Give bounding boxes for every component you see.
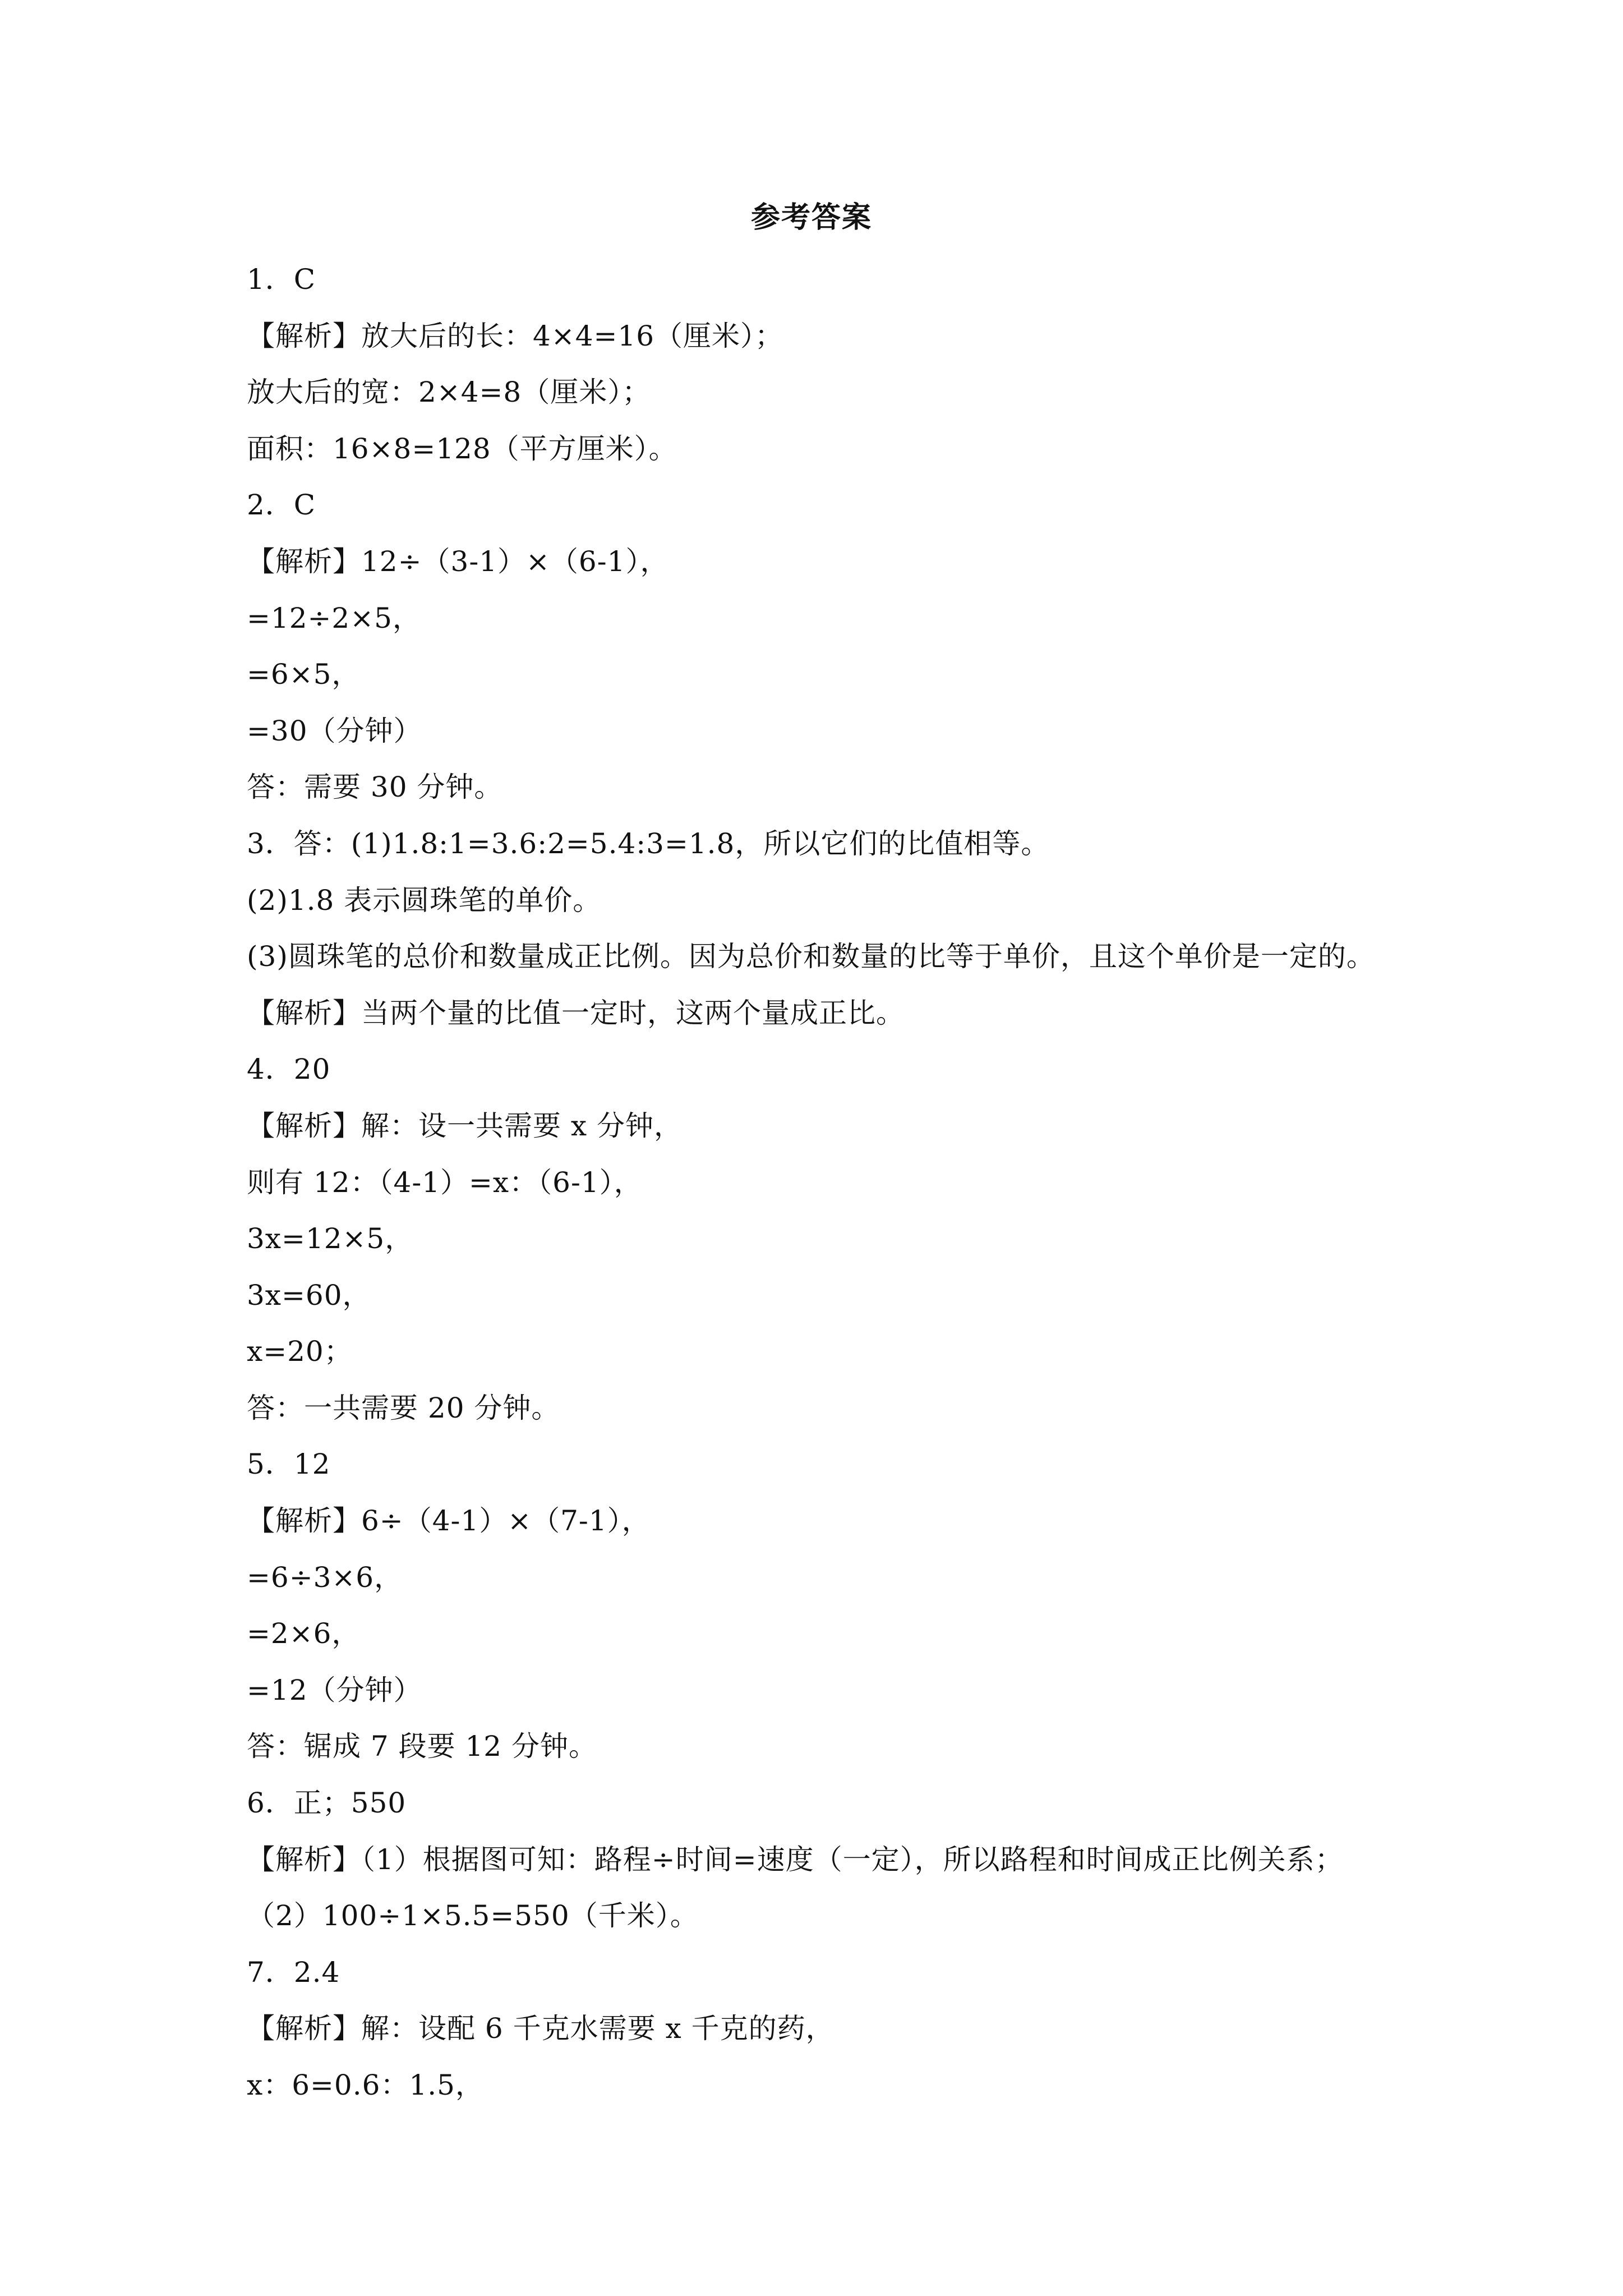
answer-line: 1．C (247, 263, 316, 296)
answer-line: =30（分钟） (247, 714, 422, 747)
answer-line: 则有 12：（4-1）=x：（6-1）， (247, 1166, 643, 1199)
page-title: 参考答案 (750, 200, 872, 234)
answer-line: =6÷3×6， (247, 1561, 403, 1594)
answer-line: 答：一共需要 20 分钟。 (247, 1391, 560, 1424)
answer-line: x：6=0.6：1.5， (247, 2069, 484, 2101)
answer-body (247, 251, 1424, 2114)
answer-line: 【解析】6÷（4-1）×（7-1）， (247, 1504, 651, 1538)
answer-line: 4．20 (247, 1053, 331, 1086)
answer-line: 面积：16×8=128（平方厘米）。 (247, 432, 677, 465)
answer-line: 3x=60， (247, 1278, 371, 1312)
answer-line: =2×6， (247, 1617, 361, 1650)
answer-line: 放大后的宽：2×4=8（厘米）； (247, 376, 651, 409)
answer-line: 【解析】解：设一共需要 x 分钟， (247, 1109, 683, 1142)
answer-line: 【解析】12÷（3-1）×（6-1）， (247, 545, 669, 578)
answer-line: =12（分钟） (247, 1673, 422, 1706)
answer-line: 答：锯成 7 段要 12 分钟。 (247, 1730, 598, 1763)
answer-line: 5．12 (247, 1448, 331, 1481)
answer-line: 2．C (247, 489, 316, 522)
answer-line: 3x=12×5， (247, 1222, 414, 1255)
answer-line: (3)圆珠笔的总价和数量成正比例。因为总价和数量的比等于单价，且这个单价是一定的。 (247, 940, 1375, 973)
answer-line: 【解析】（1）根据图可知：路程÷时间=速度（一定），所以路程和时间成正比例关系； (247, 1843, 1344, 1876)
answer-line: (2)1.8 表示圆珠笔的单价。 (247, 884, 602, 917)
answer-line: 6．正；550 (247, 1787, 407, 1820)
answer-line: 3．答：(1)1.8:1=3.6:2=5.4:3=1.8，所以它们的比值相等。 (247, 827, 1050, 860)
answer-line: （2）100÷1×5.5=550（千米）。 (247, 1899, 699, 1932)
answer-line: 答：需要 30 分钟。 (247, 771, 503, 804)
answer-line: 【解析】解：设配 6 千克水需要 x 千克的药， (247, 2012, 834, 2045)
answer-line: 7．2.4 (247, 1955, 340, 1989)
answer-line: 【解析】放大后的长：4×4=16（厘米）； (247, 319, 784, 352)
answer-line: =6×5， (247, 658, 361, 691)
answer-line: x=20； (247, 1335, 353, 1368)
answer-line: =12÷2×5， (247, 601, 421, 634)
answer-line: 【解析】当两个量的比值一定时，这两个量成正比。 (247, 996, 905, 1029)
